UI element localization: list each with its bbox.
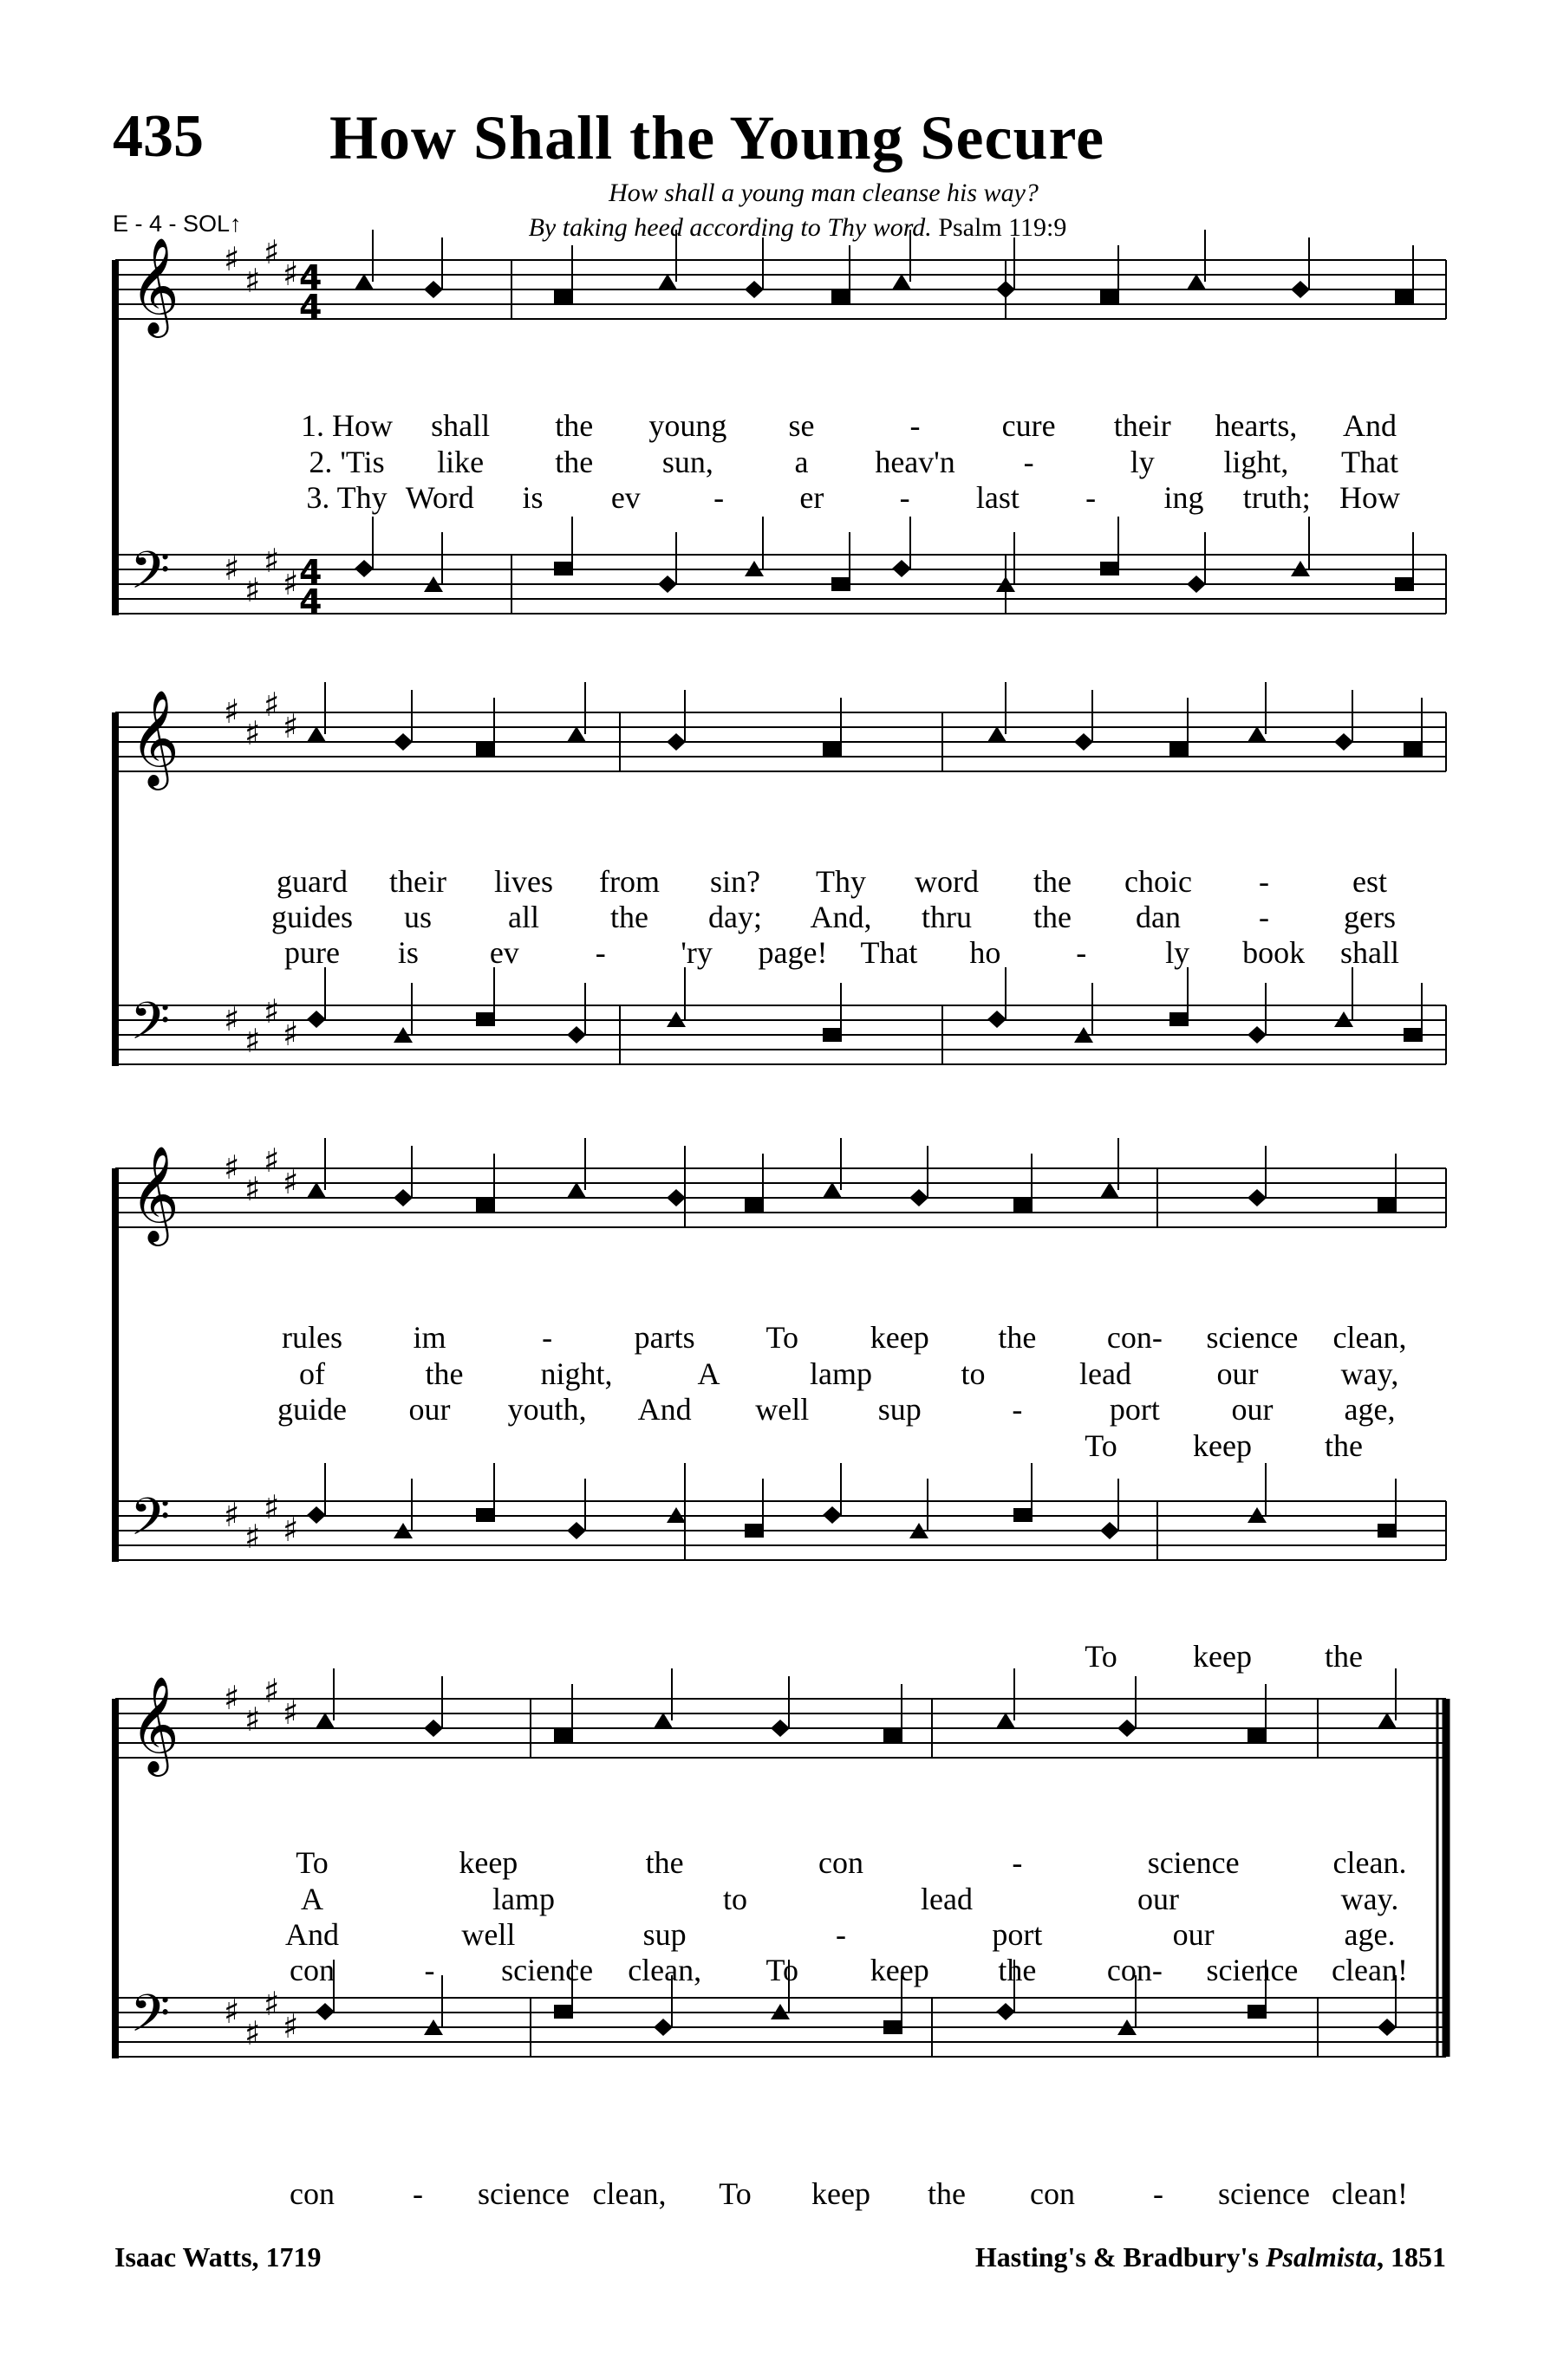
verse-2-syllable: a (794, 445, 809, 479)
bass-clef: 𝄢 (130, 1983, 171, 2056)
sharp-sign: ♯ (244, 2014, 261, 2052)
notehead (1100, 290, 1119, 304)
verse-3-syllable: - (899, 480, 910, 515)
sharp-sign: ♯ (283, 1511, 299, 1549)
verse-3-syllable: sup (877, 1392, 922, 1427)
notehead (996, 1713, 1015, 1728)
verse-2-syllable: the (425, 1356, 464, 1391)
verse-1-syllable: est (1352, 864, 1387, 899)
verse-3-syllable: 'ry (681, 935, 713, 970)
verse-2-syllable: to (722, 1882, 748, 1916)
verse-3-syllable: our (408, 1392, 451, 1427)
verse-1-syllable: the (555, 408, 594, 443)
verse-1-syllable: choic (1124, 864, 1192, 899)
notehead (1248, 2005, 1267, 2019)
verse-3-syllable: ly (1165, 935, 1190, 970)
notehead (1169, 1012, 1189, 1026)
verse-2-syllable: - (1259, 900, 1269, 934)
notehead (831, 290, 850, 304)
sharp-sign: ♯ (264, 686, 280, 724)
notehead (996, 2003, 1015, 2020)
refrain-lower-syllable: keep (811, 2176, 870, 2211)
verse-2-syllable: lead (921, 1882, 973, 1916)
sharp-sign: ♯ (264, 1141, 280, 1180)
refrain-lower-syllable: the (1325, 1639, 1363, 1674)
verse-1-syllable: word (915, 864, 979, 899)
verse-2-syllable: to (961, 1356, 986, 1391)
verse-2-syllable: A (697, 1356, 720, 1391)
notehead (554, 2005, 573, 2019)
notehead (1248, 1026, 1267, 1044)
notehead (316, 1713, 335, 1728)
verse-1-syllable: science (1147, 1845, 1240, 1880)
verse-1-syllable: And (1343, 408, 1397, 443)
notehead (1187, 575, 1206, 593)
notehead (883, 1729, 902, 1743)
verse-3-syllable: - (713, 480, 725, 515)
verse-3-syllable: That (860, 935, 918, 970)
verse-1-syllable: shall (431, 408, 491, 443)
treble-clef: 𝄞 (130, 1675, 179, 1772)
verse-1-syllable: the (998, 1320, 1037, 1355)
notehead (1378, 1199, 1397, 1213)
verse-3-syllable: well (755, 1392, 810, 1427)
hymn-number: 435 (113, 103, 204, 170)
sharp-sign: ♯ (264, 1488, 280, 1526)
hymn-title: How Shall the Young Secure (329, 103, 1105, 172)
verse-3-syllable: And (285, 1917, 339, 1952)
verse-2-syllable: That (1341, 445, 1398, 479)
notehead (1395, 290, 1414, 304)
refrain-upper-syllable: keep (1193, 1428, 1252, 1463)
notehead (567, 726, 586, 742)
verse-2-syllable: all (508, 900, 539, 934)
verse-3-syllable: ing (1163, 480, 1204, 515)
verse-2-syllable: lead (1079, 1356, 1131, 1391)
verse-1-syllable: 1. How (301, 408, 393, 443)
notehead (1404, 1028, 1423, 1042)
verse-1-syllable: lives (494, 864, 553, 899)
verse-1-syllable: se (788, 408, 815, 443)
verse-2-syllable: day; (708, 900, 762, 934)
refrain-upper-syllable: science (501, 1953, 594, 1987)
notehead (476, 1199, 495, 1213)
verse-1-syllable: the (1033, 864, 1072, 899)
verse-3-syllable: - (836, 1917, 846, 1952)
verse-2-syllable: guides (271, 900, 353, 934)
notehead (1291, 281, 1310, 298)
verse-3-syllable: - (1076, 935, 1087, 970)
notehead (1074, 733, 1093, 751)
verse-2-syllable: gers (1344, 900, 1396, 934)
notehead (567, 1026, 586, 1044)
sharp-sign: ♯ (244, 1700, 261, 1739)
verse-1-syllable: their (389, 864, 446, 899)
refrain-lower-syllable: - (413, 2176, 423, 2211)
verse-3-syllable: guide (277, 1392, 347, 1427)
refrain-lower-syllable: science (478, 2176, 570, 2211)
verse-2-syllable: us (403, 900, 433, 934)
treble-clef: 𝄞 (130, 689, 179, 786)
verse-1-syllable: keep (870, 1320, 929, 1355)
refrain-upper-syllable: clean! (1332, 1953, 1408, 1987)
verse-3-syllable: our (1172, 1917, 1215, 1952)
notehead (316, 2003, 335, 2020)
sharp-sign: ♯ (244, 262, 261, 300)
notehead (1169, 743, 1189, 757)
notehead (1100, 1182, 1119, 1198)
verse-1-syllable: guard (277, 864, 348, 899)
sharp-sign: ♯ (224, 1496, 240, 1534)
verse-1-syllable: im (413, 1320, 446, 1355)
notehead (1100, 562, 1119, 575)
notehead (667, 733, 686, 751)
notehead (1117, 1720, 1137, 1737)
notehead (745, 1199, 764, 1213)
notehead (658, 575, 677, 593)
verse-1-syllable: rules (282, 1320, 342, 1355)
verse-3-syllable: our (1231, 1392, 1274, 1427)
notehead (1013, 1508, 1033, 1522)
refrain-lower-syllable: the (928, 2176, 966, 2211)
verse-2-syllable: A (301, 1882, 323, 1916)
notehead (554, 1729, 573, 1743)
notehead (1248, 726, 1267, 742)
sharp-sign: ♯ (244, 714, 261, 752)
verse-3-syllable: And (637, 1392, 692, 1427)
sharp-sign: ♯ (264, 233, 280, 271)
verse-1-syllable: keep (459, 1845, 518, 1880)
verse-2-syllable: - (1023, 445, 1034, 479)
verse-1-syllable: sin? (710, 864, 760, 899)
verse-2-syllable: our (1137, 1882, 1179, 1916)
verse-3-syllable: port (1109, 1392, 1160, 1427)
verse-3-syllable: 3. Thy (306, 480, 388, 515)
verse-2-syllable: thru (922, 900, 972, 934)
verse-1-syllable: - (909, 408, 921, 443)
refrain-upper-syllable: To (1085, 1428, 1117, 1463)
verse-2-syllable: ly (1130, 445, 1155, 479)
time-signature-bottom: 4 (299, 288, 322, 326)
notehead (307, 726, 326, 742)
verse-1-syllable: To (296, 1845, 329, 1880)
notehead (831, 577, 850, 591)
verse-2-syllable: way, (1340, 1356, 1399, 1391)
notehead (355, 274, 374, 289)
verse-2-syllable: way. (1340, 1882, 1399, 1916)
refrain-lower-syllable: clean, (592, 2176, 667, 2211)
verse-1-syllable: con- (1106, 1320, 1163, 1355)
verse-3-syllable: is (397, 935, 419, 970)
verse-1-syllable: clean. (1332, 1845, 1407, 1880)
sharp-sign: ♯ (244, 571, 261, 609)
verse-3-syllable: page! (758, 935, 828, 970)
verse-1-syllable: their (1113, 408, 1171, 443)
notehead (307, 1506, 326, 1524)
notehead (1404, 743, 1423, 757)
verse-1-syllable: con (818, 1845, 863, 1880)
sharp-sign: ♯ (224, 1000, 240, 1038)
notehead (654, 1713, 673, 1728)
notehead (394, 733, 413, 751)
sharp-sign: ♯ (244, 1518, 261, 1556)
verse-3-syllable: ev (610, 480, 641, 515)
sharp-sign: ♯ (264, 1985, 280, 2023)
notehead (1334, 733, 1353, 751)
notehead (654, 2019, 673, 2036)
notehead (1378, 2019, 1397, 2036)
sharp-sign: ♯ (283, 707, 299, 745)
source-prefix: Hasting's & Bradbury's (974, 2241, 1266, 2273)
verse-1-syllable: - (1259, 864, 1269, 899)
scripture-line-1: How shall a young man cleanse his way? (609, 179, 1039, 207)
sharp-sign: ♯ (264, 992, 280, 1031)
sharp-sign: ♯ (283, 1694, 299, 1732)
verse-1-syllable: cure (1001, 408, 1056, 443)
verse-2-syllable: lamp (492, 1882, 555, 1916)
tune-source-credit (975, 2241, 1446, 2273)
notehead (307, 1011, 326, 1028)
sharp-sign: ♯ (283, 1015, 299, 1053)
notehead (554, 562, 573, 575)
refrain-upper-syllable: keep (870, 1953, 929, 1987)
sharp-sign: ♯ (224, 1679, 240, 1717)
notehead (554, 290, 573, 304)
notehead (892, 560, 911, 577)
notehead (823, 1028, 842, 1042)
verse-2-syllable: the (610, 900, 648, 934)
verse-1-syllable: young (648, 408, 727, 443)
refrain-lower-syllable: keep (1193, 1639, 1252, 1674)
notehead (1378, 1713, 1397, 1728)
sharp-sign: ♯ (283, 564, 299, 602)
refrain-upper-syllable: con- (1106, 1953, 1163, 1987)
verse-3-syllable: book (1242, 935, 1306, 970)
refrain-lower-syllable: con (290, 2176, 335, 2211)
verse-2-syllable: 2. 'Tis (309, 445, 385, 479)
notehead (1378, 1524, 1397, 1538)
verse-1-syllable: parts (634, 1320, 695, 1355)
sharp-sign: ♯ (224, 240, 240, 278)
notehead (823, 1182, 842, 1198)
notehead (892, 274, 911, 289)
notehead (745, 281, 764, 298)
sharp-sign: ♯ (283, 2007, 299, 2045)
notehead (909, 1189, 928, 1206)
notehead (1248, 1729, 1267, 1743)
sharp-sign: ♯ (224, 549, 240, 588)
author-credit: Isaac Watts, 1719 (114, 2241, 322, 2273)
treble-clef: 𝄞 (130, 237, 179, 334)
verse-3-syllable: How (1339, 480, 1400, 515)
verse-1-syllable: To (765, 1320, 798, 1355)
verse-3-syllable: er (799, 480, 824, 515)
sharp-sign: ♯ (264, 1672, 280, 1710)
sharp-sign: ♯ (224, 1148, 240, 1187)
sharp-sign: ♯ (244, 1022, 261, 1060)
sharp-sign: ♯ (224, 693, 240, 731)
verse-2-syllable: heav'n (875, 445, 955, 479)
refrain-upper-syllable: science (1206, 1953, 1299, 1987)
refrain-upper-syllable: To (765, 1953, 798, 1987)
notehead (1248, 1189, 1267, 1206)
verse-3-syllable: age, (1344, 1392, 1396, 1427)
sharp-sign: ♯ (283, 1163, 299, 1201)
notehead (987, 726, 1007, 742)
refrain-upper-syllable: - (424, 1953, 435, 1987)
notehead (1100, 1522, 1119, 1539)
refrain-lower-syllable: clean! (1332, 2176, 1408, 2211)
bass-clef: 𝄢 (130, 991, 171, 1063)
verse-2-syllable: the (1033, 900, 1072, 934)
verse-2-syllable: night, (540, 1356, 613, 1391)
notehead (883, 2020, 902, 2034)
verse-3-syllable: well (461, 1917, 516, 1952)
verse-3-syllable: is (522, 480, 544, 515)
notehead (771, 1720, 790, 1737)
notehead (476, 743, 495, 757)
verse-1-syllable: Thy (816, 864, 866, 899)
sharp-sign: ♯ (283, 255, 299, 293)
notehead (567, 1182, 586, 1198)
refrain-lower-syllable: To (1085, 1639, 1117, 1674)
notehead (424, 281, 443, 298)
notehead (667, 1189, 686, 1206)
refrain-lower-syllable: science (1218, 2176, 1310, 2211)
notehead (476, 1508, 495, 1522)
verse-2-syllable: sun, (661, 445, 713, 479)
scripture-reference: Psalm 119:9 (938, 213, 1067, 242)
refrain-lower-syllable: To (719, 2176, 752, 2211)
verse-1-syllable: - (542, 1320, 553, 1355)
verse-3-syllable: Word (405, 480, 474, 515)
notehead (823, 743, 842, 757)
verse-2-syllable: And, (810, 900, 872, 934)
key-info: E - 4 - SOL↑ (113, 211, 242, 237)
verse-3-syllable: - (1012, 1392, 1023, 1427)
verse-2-syllable: light, (1223, 445, 1289, 479)
verse-3-syllable: truth; (1242, 480, 1311, 515)
notehead (355, 560, 374, 577)
verse-2-syllable: our (1216, 1356, 1259, 1391)
notehead (1395, 577, 1414, 591)
time-signature-bottom: 4 (299, 582, 322, 621)
verse-3-syllable: ho (969, 935, 1001, 970)
bass-clef: 𝄢 (130, 540, 171, 613)
verse-1-syllable: hearts, (1215, 408, 1298, 443)
scripture-text: By taking heed according to Thy word. (528, 213, 932, 242)
refrain-upper-syllable: the (998, 1953, 1037, 1987)
verse-3-syllable: sup (642, 1917, 687, 1952)
verse-3-syllable: - (595, 935, 606, 970)
sharp-sign: ♯ (264, 542, 280, 580)
notehead (567, 1522, 586, 1539)
notehead (658, 274, 677, 289)
verse-3-syllable: - (1085, 480, 1097, 515)
notehead (996, 281, 1015, 298)
time-signature-top: 4 (299, 258, 322, 296)
treble-clef: 𝄞 (130, 1145, 179, 1242)
verse-3-syllable: youth, (507, 1392, 587, 1427)
source-suffix: , 1851 (1377, 2241, 1446, 2273)
bass-clef: 𝄢 (130, 1486, 171, 1559)
notehead (307, 1182, 326, 1198)
refrain-lower-syllable: con (1030, 2176, 1075, 2211)
verse-2-syllable: the (555, 445, 594, 479)
notehead (1187, 274, 1206, 289)
verse-3-syllable: ev (489, 935, 519, 970)
refrain-upper-syllable: con (290, 1953, 335, 1987)
source-title: Psalmista (1265, 2241, 1377, 2273)
verse-1-syllable: the (645, 1845, 684, 1880)
verse-2-syllable: lamp (810, 1356, 872, 1391)
verse-1-syllable: from (599, 864, 660, 899)
verse-1-syllable: clean, (1332, 1320, 1407, 1355)
refrain-upper-syllable: clean, (628, 1953, 702, 1987)
sharp-sign: ♯ (224, 1993, 240, 2031)
notehead (745, 1524, 764, 1538)
notehead (476, 1012, 495, 1026)
verse-3-syllable: pure (284, 935, 340, 970)
notehead (823, 1506, 842, 1524)
refrain-lower-syllable: - (1153, 2176, 1163, 2211)
verse-3-syllable: port (992, 1917, 1043, 1952)
refrain-upper-syllable: the (1325, 1428, 1363, 1463)
notehead (394, 1189, 413, 1206)
verse-3-syllable: age. (1344, 1917, 1396, 1952)
time-signature-top: 4 (299, 553, 322, 591)
verse-2-syllable: like (437, 445, 485, 479)
notehead (987, 1011, 1007, 1028)
verse-2-syllable: dan (1136, 900, 1181, 934)
sharp-sign: ♯ (244, 1170, 261, 1208)
notehead (424, 1720, 443, 1737)
verse-1-syllable: science (1206, 1320, 1299, 1355)
verse-3-syllable: shall (1340, 935, 1399, 970)
notehead (1013, 1199, 1033, 1213)
verse-2-syllable: of (299, 1356, 325, 1391)
verse-1-syllable: - (1012, 1845, 1023, 1880)
verse-3-syllable: last (975, 480, 1020, 515)
